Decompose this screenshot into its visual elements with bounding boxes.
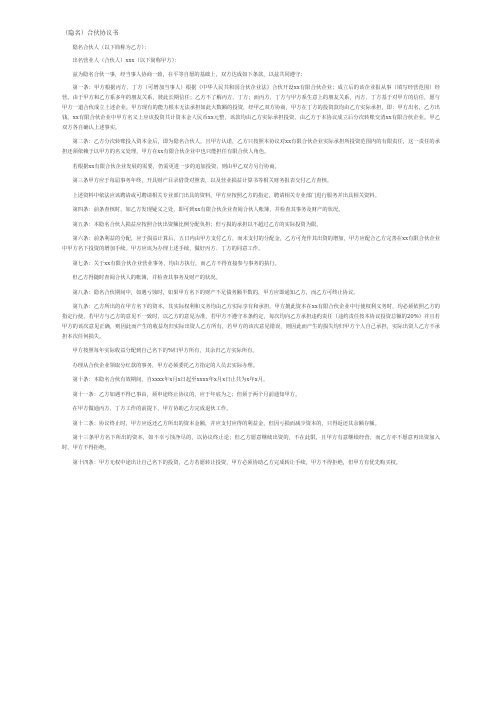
paragraph: 出名营业人（合伙人）xxx（以下简称甲方）： [72,58,180,65]
paragraph: 第七条：关于xx有限合伙企业营业事务，均由方执行，而乙方不得直接参与事务的执行。 [72,260,280,267]
paragraph: 办理从合伙企业领取分红款的事务，甲方必须委托乙方指定的人员去实际办理。 [72,362,258,369]
paragraph: 在甲方做通丙方、丁方工作的前提下，甲方协助乙方完成退伙工作。 [72,406,232,413]
paragraph: 第三条甲方应于每届事务年终，开具财产目录借贷对照表，以及营业损益计算书等相关财务报表交付乙方查核。 [72,178,333,185]
paragraph: 第一条：甲方根据丙方、丁方（可增加当事人）根据《中华人民共和国合伙企业法》合伙开设xx有限合伙企业；成立后的该企业报从事（填写经营范围）经营。由于甲方和乙方系多年的朋友关系，彼此长期信任；乙方不了解丙方、丁方；而丙方、丁方与甲方系生意上的朋友关系，丙方、丁方基于对甲方的信任，愿与甲方一道合伙成立上述企业。甲方现有的能力根本无法承担如此大数额的投资，经甲乙双方协商，甲方在丁方的投资款均由乙方实际承担，即：甲方出名，乙方出钱。xx有限合伙企业中甲方名义上应该投资共计资本金人民币xx元整，该款均由乙方实际承担投资，由乙方于本协议成立后分次转账交清xx有限合伙企业。甲乙双方各自确认上述事实。 [62,85,440,131]
paragraph: 若根据xx有限合伙企业发展的需要，仍需更进一步的追加投资，则由甲乙双方另行协商。 [72,163,280,170]
paragraph: 第十一条：乙方如遇不得已事由，须申途终止协议的，应于年底为之；但须于两个月前通知甲方。 [72,391,301,398]
paragraph: 上述资料中依法应该聘请或可聘请相关专业部门出具的资料，甲方应按照乙方的指定，聘请相关专业部门进行服务并出具相关资料。 [72,192,380,199]
paragraph: 第四条：前条查核时，如乙方发现疑义之处，即可到xx有限合伙企业查阅合伙人帐簿，并检查其事务及财产的状况。 [72,207,344,214]
paragraph: 第十三条甲方名下所出的资本，如不幸亏蚀净尽的，以协议终止论；但乙方愿意继续出资的，不在此限，且甲方有意继续经营，而乙方亦不愿意再出资加入时，甲方不得拒绝。 [62,435,440,452]
paragraph: 兹为隐名合伙一事，经当事人协商一致，在平等自愿的基础上，双方达成如下条款，以兹共同遵守： [72,71,306,78]
paragraph: 第十条：本隐名合伙有效期间，自xxxx年x月x日起至xxxx年x月x日止共为x年x月。 [72,377,269,384]
paragraph: 隐名合伙人（以下简称为乙方）： [72,45,150,51]
paragraph: 第九条：乙方所出的在甲方名下的资本，其实际权利和义务均由乙方实际享有和承担，甲方擅此资本在xx有限合伙企业中行使权利义务时，均必须依照乙方的指定行使，若甲方与乙方的意见不一致时，以乙方的意见为准，若甲方不遵守本条约定，每次均向乙方承担违约责任（违约责任按本协议投资总额的20%）并且若甲方的该次意见正确，则因此而产生的收益均归实际出资人乙方所有，若甲方的该次意见错误，则因此而产生的损失均归甲方个人自己承担，实际出资人乙方不承担本次任何损失。 [62,304,440,340]
paragraph: 第五条：本隐名合伙人损益应按照合伙出资额比例分配负担；但亏损的承担以不超过乙方的实际投资为限。 [72,221,322,228]
paragraph: 甲方按照每年实际收益分配到自己名下的%归甲方所有，其余归乙方实际所有。 [72,348,258,355]
paragraph: 第十二条：协议终止时，甲方应返还乙方所出的资本金额，并应支付应得的利益金，但因亏损而减少资本的，只得返还其余额存额。 [72,420,380,427]
paragraph: 第二条：乙方分次转账投入资本金后，即为隐名合伙人，且甲方认诺，乙方只按照本协议对xx有限合伙企业实际承担所投资范围内的有限责任，这一责任的承担还须依赖于以甲方的名义处理，甲方在xx有限合伙企业中也只能担任有限合伙人角色。 [62,139,440,156]
document-body [62,44,440,469]
document-title: （隐名）合伙协议书 [62,30,119,37]
paragraph: 第八条：隐名合伙期间中，如遇亏蚀时，如果甲方名下的财产不足债务额半数的，甲方应即通知乙方，而乙方可终止协议。 [72,289,359,296]
paragraph: 第十四条：甲方无权中途出让自己名下的投资，乙方若愿转让投资，甲方必须协助乙方完成转让手续，甲方不得拒绝，但甲方有优先购买权。 [72,459,402,466]
paragraph: 第六条：前条利益的分配，应于损益计算后，五日内由甲方支付乙方，而未支付的分配金，乙方可充作其出资的增加，甲方应配合乙方完善在xx有限合伙企业中甲方名下投资的增加手续。甲方应该为办理上述手续，做好丙方、丁方的同意工作。 [62,236,440,253]
paragraph: 但乙方得随时查阅合伙人的帐簿，并检查其事务及财产的状况。 [72,275,221,282]
